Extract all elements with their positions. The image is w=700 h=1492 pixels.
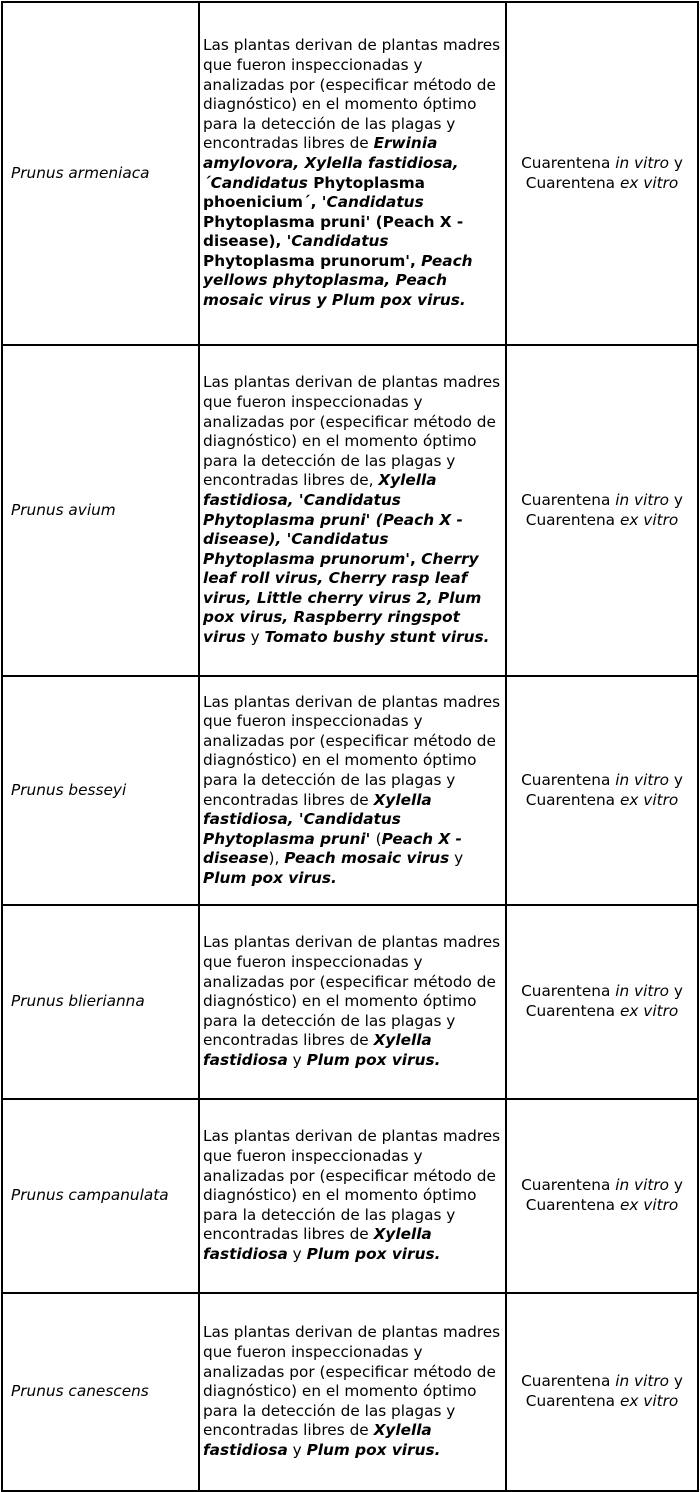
quarantine-label: Cuarentena — [521, 490, 611, 509]
pest-name: Plum pox virus. — [306, 1050, 441, 1069]
requirement-text: y — [287, 1050, 307, 1069]
requirement-text: de — [344, 790, 374, 809]
measure-cell — [506, 1099, 698, 1293]
pest-name: Plum pox virus. — [306, 1244, 441, 1263]
measure-cell — [506, 905, 698, 1099]
ex-vitro-label: ex vitro — [619, 1002, 679, 1020]
species-cell: Prunus campanulata — [2, 1099, 199, 1293]
table-row — [2, 676, 698, 905]
pest-name: ' — [365, 829, 376, 848]
ex-vitro-label: ex vitro — [619, 1196, 679, 1214]
quarantine-label: Cuarentena — [525, 1196, 616, 1214]
quarantine-label: Cuarentena — [525, 510, 616, 529]
conjunction-label: y — [673, 1176, 683, 1195]
table-row — [2, 905, 698, 1099]
pest-name: ' — [293, 490, 304, 509]
quarantine-label: Cuarentena — [525, 1002, 616, 1020]
requirement-intro: Las plantas derivan de plantas madres que fueron inspeccionadas y analizadas por (especificar método de diagnóstico) en el momento óptimo para la detección de las plagas y encontradas libres — [203, 1127, 501, 1244]
ex-vitro-label: ex vitro — [619, 790, 679, 809]
species-cell: Prunus avium — [2, 345, 199, 676]
table-row — [2, 345, 698, 676]
in-vitro-label: in vitro — [615, 770, 669, 789]
requirement-text: de, — [344, 471, 379, 490]
requirement-text: de — [344, 1225, 374, 1244]
pest-name: Xylella fastidiosa, — [203, 790, 432, 829]
pest-name: ' — [365, 510, 376, 529]
requirement-cell — [199, 1293, 506, 1491]
species-cell: Prunus besseyi — [2, 676, 199, 905]
ex-vitro-label: ex vitro — [619, 510, 679, 529]
requirement-cell — [199, 676, 506, 905]
quarantine-label: Cuarentena — [521, 982, 611, 1001]
in-vitro-label: in vitro — [615, 1372, 669, 1391]
pest-name: Erwinia amylovora, Xylella fastidiosa, ´Candidatus — [203, 134, 459, 192]
requirement-intro: Las plantas derivan de plantas madres que fueron inspeccionadas y analizadas por (especificar método de diagnóstico) en el momento óptimo para la detección de las plagas y encontradas libres — [203, 373, 501, 490]
conjunction-label: y — [673, 982, 683, 1001]
measure-cell — [506, 1293, 698, 1491]
requirements-table — [1, 1, 699, 1492]
measure-cell — [506, 345, 698, 676]
pest-name: Plum pox virus. — [203, 868, 337, 887]
pest-name: Xylella fastidiosa — [203, 1225, 432, 1263]
pest-name: (Peach X - disease), — [203, 510, 463, 549]
requirement-cell — [199, 905, 506, 1099]
pest-name: Candidatus Phytoplasma pruni — [203, 810, 401, 848]
pest-name: Xylella fastidiosa, — [203, 471, 437, 509]
conjunction-label: y — [673, 1372, 683, 1391]
requirement-text: y — [287, 1440, 307, 1459]
requirement-text: ), — [268, 849, 285, 868]
pest-name: Phytoplasma pruni' (Peach X - disease), ' — [203, 212, 464, 251]
requirement-intro: Las plantas derivan de plantas madres que fueron inspeccionadas y analizadas por (especificar método de diagnóstico) en el momento óptimo para la detección de las plagas y encontradas libres — [203, 933, 501, 1050]
ex-vitro-label: ex vitro — [619, 173, 679, 192]
pest-name: Peach X - disease — [203, 829, 462, 868]
in-vitro-label: in vitro — [615, 982, 669, 1001]
requirement-cell — [199, 345, 506, 676]
pest-name: Phytoplasma phoenicium´, ' — [203, 173, 425, 212]
species-cell: Prunus armeniaca — [2, 2, 199, 345]
quarantine-label: Cuarentena — [521, 770, 611, 789]
pest-name: ' — [293, 810, 304, 829]
quarantine-label: Cuarentena — [521, 1372, 611, 1391]
requirement-text: ( — [375, 829, 382, 848]
pest-name: Peach mosaic virus — [284, 849, 450, 868]
requirement-text: y — [287, 1244, 307, 1263]
table-row — [2, 1293, 698, 1491]
measure-cell — [506, 676, 698, 905]
pest-name: Cherry leaf roll virus, Cherry rasp leaf virus, Little cherry virus 2, Plum pox virus, Raspberry ringspot virus — [203, 549, 482, 647]
pest-name: Candidatus — [326, 193, 424, 212]
requirement-text: de — [344, 1031, 374, 1050]
requirement-intro: Las plantas derivan de plantas madres que fueron inspeccionadas y analizadas por (especificar método de diagnóstico) en el momento óptimo para la detección de las plagas y encontradas libres — [203, 692, 501, 809]
quarantine-label: Cuarentena — [521, 1176, 611, 1195]
pest-name: ', — [405, 549, 422, 568]
measure-cell — [506, 2, 698, 345]
in-vitro-label: in vitro — [615, 1176, 669, 1195]
ex-vitro-label: ex vitro — [619, 1392, 679, 1410]
requirement-text: y — [245, 628, 265, 647]
requirement-text: de — [344, 1421, 374, 1440]
pest-name: Tomato bushy stunt virus. — [264, 628, 490, 647]
pest-name: Peach yellows phytoplasma, Peach mosaic virus y Plum pox virus. — [203, 251, 473, 310]
requirements-table-body — [2, 2, 698, 1491]
requirement-intro: Las plantas derivan de plantas madres que fueron inspeccionadas y analizadas por (especificar método de diagnóstico) en el momento óptimo para la detección de las plagas y encontradas libres — [203, 1323, 501, 1440]
pest-name: Xylella fastidiosa — [203, 1421, 432, 1459]
pest-name: Candidatus Phytoplasma pruni — [203, 490, 401, 529]
quarantine-label: Cuarentena — [525, 1392, 616, 1410]
table-row — [2, 1099, 698, 1293]
pest-name: Phytoplasma prunorum', — [203, 251, 422, 270]
requirement-text: y — [449, 849, 464, 868]
species-cell: Prunus blierianna — [2, 905, 199, 1099]
quarantine-label: Cuarentena — [521, 153, 611, 172]
in-vitro-label: in vitro — [615, 490, 669, 509]
pest-name: Candidatus Phytoplasma prunorum — [203, 530, 406, 568]
conjunction-label: y — [673, 770, 683, 789]
pest-name: Xylella fastidiosa — [203, 1031, 432, 1069]
requirement-cell — [199, 1099, 506, 1293]
pest-name: Plum pox virus. — [306, 1440, 441, 1459]
requirement-cell — [199, 2, 506, 345]
requirement-text: de — [344, 134, 374, 153]
conjunction-label: y — [673, 153, 683, 172]
table-row — [2, 2, 698, 345]
pest-name: ' — [281, 530, 292, 549]
quarantine-label: Cuarentena — [525, 173, 616, 192]
requirement-intro: Las plantas derivan de plantas madres que fueron inspeccionadas y analizadas por (especificar método de diagnóstico) en el momento óptimo para la detección de las plagas y encontradas libres — [203, 36, 501, 153]
in-vitro-label: in vitro — [615, 153, 669, 172]
quarantine-label: Cuarentena — [525, 790, 616, 809]
species-cell: Prunus canescens — [2, 1293, 199, 1491]
pest-name: Candidatus — [291, 232, 389, 251]
conjunction-label: y — [673, 490, 683, 509]
